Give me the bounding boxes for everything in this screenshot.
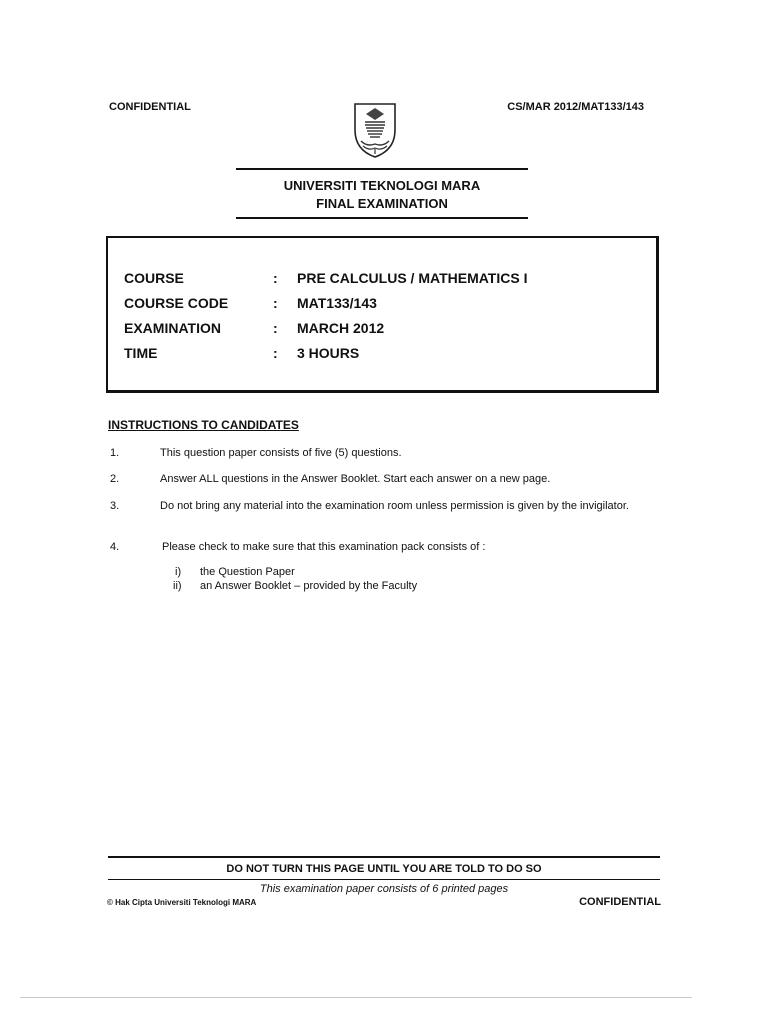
footer-confidential: CONFIDENTIAL <box>579 896 661 908</box>
scan-edge-line <box>20 997 692 998</box>
course-colon: : <box>273 270 278 286</box>
header-confidential: CONFIDENTIAL <box>109 101 191 113</box>
instruction-number: 3. <box>110 500 120 512</box>
footer-page-count: This examination paper consists of 6 printed pages <box>259 883 509 895</box>
sub-item-number: ii) <box>173 580 182 592</box>
header-paper-code: CS/MAR 2012/MAT133/143 <box>507 101 644 113</box>
examination-colon: : <box>273 320 278 336</box>
sub-item-text: an Answer Booklet – provided by the Faculty <box>200 580 418 592</box>
exam-title: FINAL EXAMINATION <box>316 196 448 211</box>
instruction-number: 4. <box>110 541 120 553</box>
sub-item-text: the Question Paper <box>200 566 295 578</box>
course-label: COURSE <box>124 270 184 286</box>
course-code-value: MAT133/143 <box>297 295 377 311</box>
instruction-text: This question paper consists of five (5) questions. <box>160 447 402 459</box>
course-info-box <box>106 236 659 393</box>
time-value: 3 HOURS <box>297 345 360 361</box>
instruction-text: Please check to make sure that this examination pack consists of : <box>162 541 486 553</box>
time-colon: : <box>273 345 278 361</box>
university-crest-icon <box>351 100 399 160</box>
sub-item-number: i) <box>175 566 182 578</box>
examination-value: MARCH 2012 <box>297 320 385 336</box>
time-label: TIME <box>124 345 158 361</box>
instruction-text: Do not bring any material into the examination room unless permission is given by the invigilator. <box>160 500 629 512</box>
instruction-number: 2. <box>110 473 120 485</box>
instructions-heading: INSTRUCTIONS TO CANDIDATES <box>108 418 299 432</box>
course-code-label: COURSE CODE <box>124 295 229 311</box>
course-code-colon: : <box>273 295 278 311</box>
footer-top-rule <box>108 856 660 858</box>
copyright-notice: © Hak Cipta Universiti Teknologi MARA <box>107 898 257 907</box>
university-name: UNIVERSITI TEKNOLOGI MARA <box>283 178 481 193</box>
footer-middle-rule <box>108 879 660 880</box>
instruction-text: Answer ALL questions in the Answer Booklet. Start each answer on a new page. <box>160 473 551 485</box>
title-top-rule <box>236 168 528 170</box>
course-value: PRE CALCULUS / MATHEMATICS I <box>297 270 528 286</box>
title-bottom-rule <box>236 217 528 219</box>
instruction-number: 1. <box>110 447 120 459</box>
footer-warning: DO NOT TURN THIS PAGE UNTIL YOU ARE TOLD TO DO SO <box>226 863 542 875</box>
examination-label: EXAMINATION <box>124 320 221 336</box>
